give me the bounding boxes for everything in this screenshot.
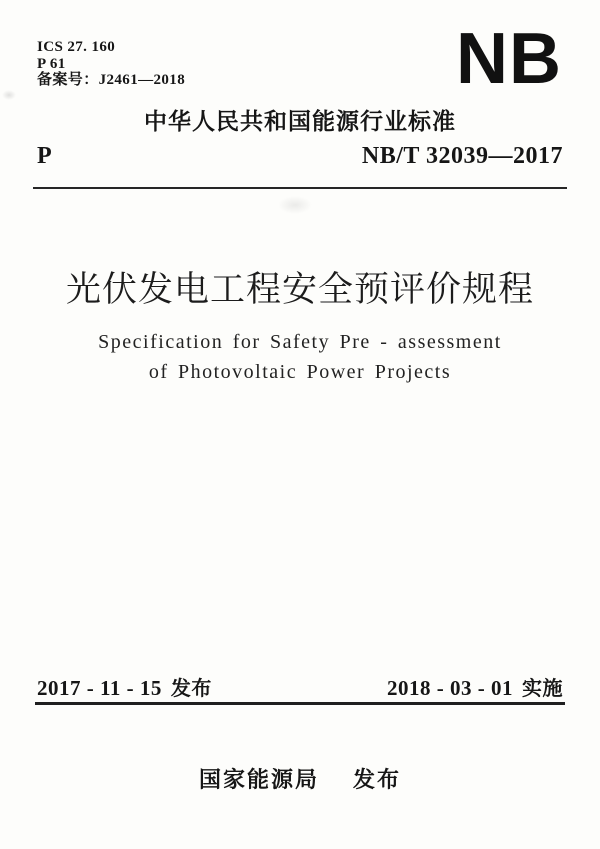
standard-number: NB/T 32039—2017: [361, 143, 563, 169]
header-divider: [33, 187, 567, 189]
issue-date-group: [37, 672, 212, 701]
footer-divider: [35, 702, 565, 705]
issue-date-label: 发布: [170, 678, 212, 700]
publisher-row: [0, 763, 600, 794]
standard-category: 中华人民共和国能源行业标准: [144, 108, 456, 134]
record-number: 备案号：J2461—2018: [37, 72, 186, 88]
title-english-line1: Specification for Safety Pre - assessment: [98, 331, 502, 353]
title-chinese: 光伏发电工程安全预评价规程: [65, 270, 534, 309]
publisher-publish-label: 发布: [353, 767, 402, 792]
standard-number-row: [37, 143, 563, 170]
issue-date: 2017 - 11 - 15: [37, 676, 162, 700]
implementation-date-group: [387, 672, 563, 701]
dates-row: [37, 672, 563, 701]
implementation-date: 2018 - 03 - 01: [387, 676, 513, 700]
implementation-date-label: 实施: [522, 678, 563, 700]
scan-smudge: [2, 90, 16, 100]
title-english: [0, 327, 600, 387]
nb-logo: NB: [456, 19, 562, 99]
doc-class-letter: P: [37, 143, 52, 169]
scan-smudge: [278, 196, 312, 214]
publisher-name: 国家能源局: [198, 767, 319, 792]
classification-code: P 61: [37, 55, 66, 72]
ics-code: ICS 27. 160: [37, 39, 116, 55]
title-english-line2: of Photovoltaic Power Projects: [148, 361, 452, 383]
document-meta-block: [37, 39, 185, 89]
